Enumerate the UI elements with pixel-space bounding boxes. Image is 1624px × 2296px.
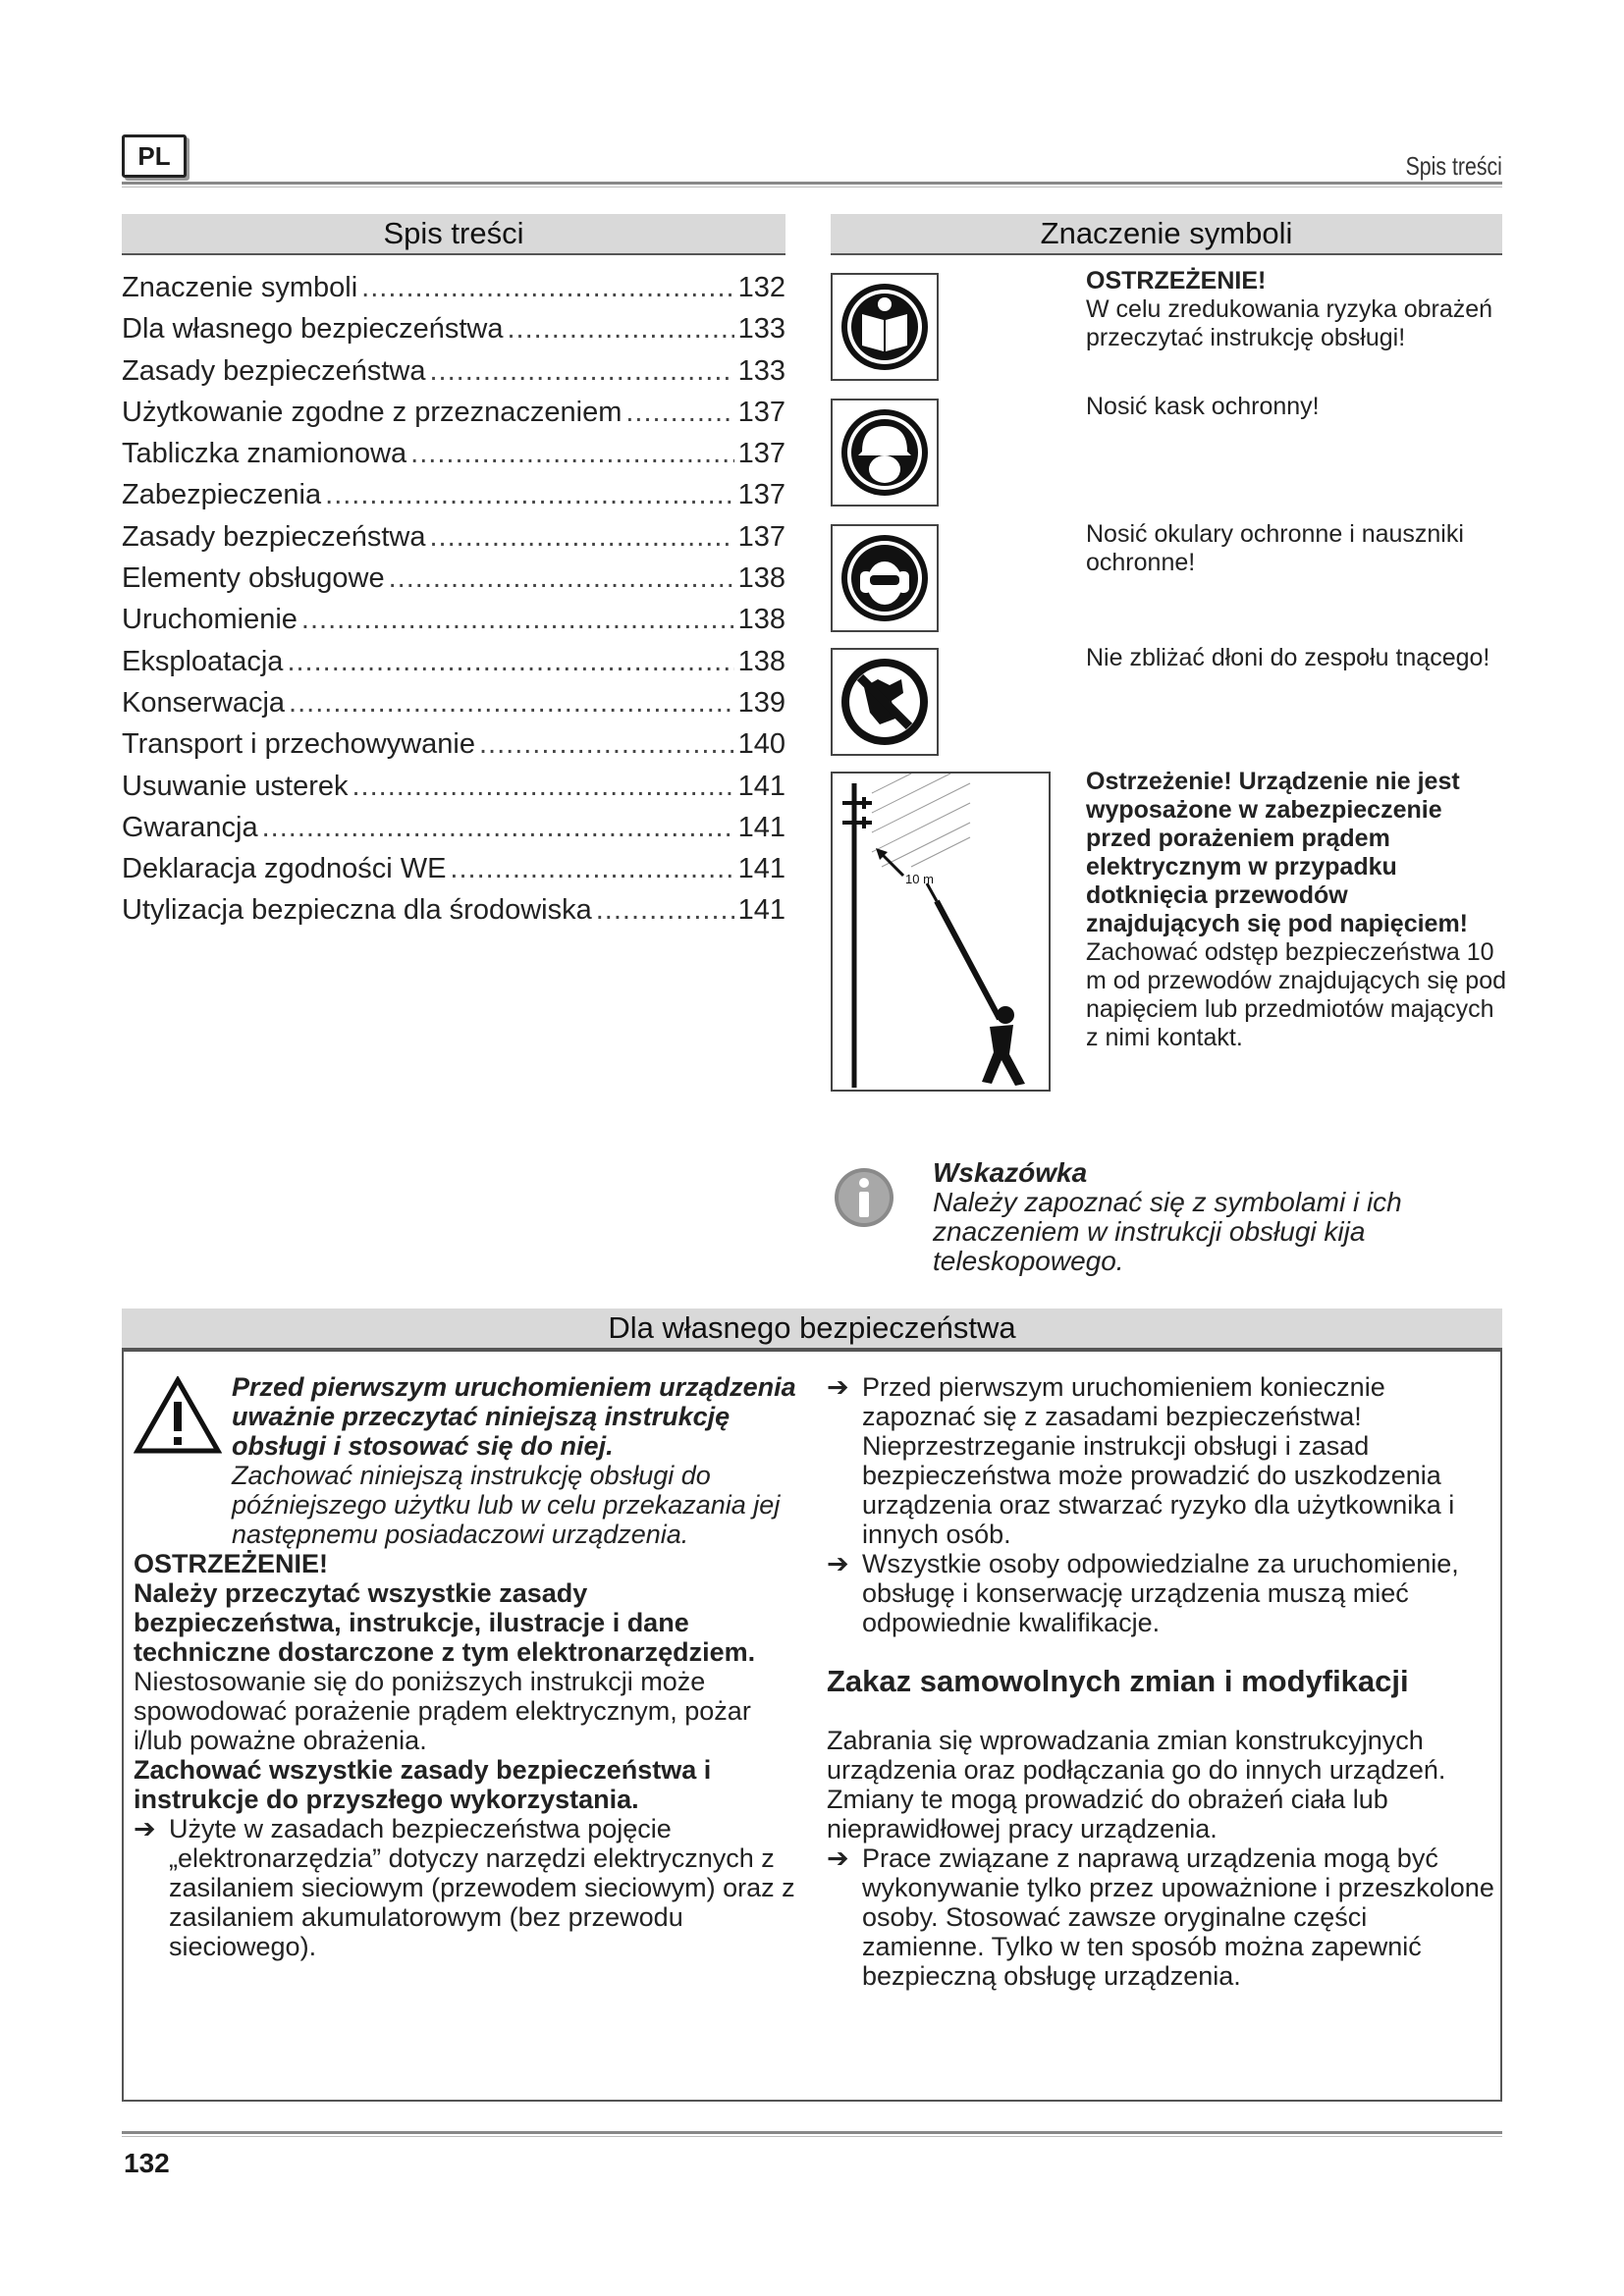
info-icon bbox=[833, 1166, 895, 1229]
note-block bbox=[933, 1158, 1483, 1276]
toc-entry bbox=[122, 516, 785, 558]
symbol-3-text: Nosić okulary ochronne i nauszniki ochronne! bbox=[1086, 520, 1464, 576]
toc-entry-label: Zasady bezpieczeństwa bbox=[122, 520, 426, 553]
toc-entry-label: Usuwanie usterek bbox=[122, 770, 349, 802]
toc-entry bbox=[122, 807, 785, 848]
warning-read-manual: Przed pierwszym uruchomieniem urządzenia uważnie przeczytać niniejszą instrukcję obsługi i stosować się do niej. bbox=[232, 1372, 796, 1461]
toc-entry-label: Eksploatacja bbox=[122, 645, 284, 677]
toc-leader-dots bbox=[450, 848, 733, 889]
keep-rules: Zachować wszystkie zasady bezpieczeństwa i instrukcje do przyszłego wykorzystania. bbox=[134, 1755, 712, 1814]
toc-entry-label: Utylizacja bezpieczna dla środowiska bbox=[122, 894, 592, 927]
footer-rule bbox=[122, 2131, 1502, 2134]
helmet-icon bbox=[831, 399, 939, 507]
toc-leader-dots bbox=[410, 433, 733, 474]
ostrzezenie-label: OSTRZEŻENIE! bbox=[134, 1549, 329, 1578]
toc-leader-dots bbox=[596, 889, 734, 931]
toc-entry bbox=[122, 599, 785, 640]
read-all-rules: Należy przeczytać wszystkie zasady bezpieczeństwa, instrukcje, ilustracje i dane techniczne dostarczone z tym elektronarzędziem. bbox=[134, 1578, 756, 1667]
note-title: Wskazówka bbox=[933, 1157, 1088, 1188]
read-before-start: Przed pierwszym uruchomieniem koniecznie zapoznać się z zasadami bezpieczeństwa! Nieprzestrzeganie instrukcji obsługi i zasad bezpieczeństwa może prowadzić do uszkodzenia urządzenia oraz stwarzać ryzyko dla użytkownika i innych osób. bbox=[862, 1372, 1455, 1549]
list-item bbox=[827, 1372, 1494, 1549]
safety-left-column bbox=[134, 1372, 801, 1961]
page-number: 132 bbox=[124, 2148, 170, 2178]
list-item bbox=[827, 1549, 1494, 1637]
toc-entry bbox=[122, 766, 785, 807]
toc-entry-label: Dla własnego bezpieczeństwa bbox=[122, 313, 504, 346]
toc-entry bbox=[122, 889, 785, 931]
noncompliance-text: Niestosowanie się do poniższych instrukcji może spowodować porażenie prądem elektrycznym, pożar i/lub poważne obrażenia. bbox=[134, 1667, 751, 1755]
toc-entry bbox=[122, 558, 785, 599]
toc-leader-dots bbox=[262, 807, 734, 848]
arrow-icon: ➔ bbox=[827, 1549, 849, 1578]
safety-right-column bbox=[827, 1372, 1494, 1991]
toc-entry bbox=[122, 682, 785, 723]
arrow-icon: ➔ bbox=[827, 1372, 849, 1402]
toc-entry bbox=[122, 392, 785, 433]
toc-entry bbox=[122, 474, 785, 515]
arrow-icon: ➔ bbox=[134, 1814, 156, 1843]
toc-leader-dots bbox=[389, 558, 734, 599]
symbol-1-text bbox=[1086, 267, 1498, 352]
toc-entry bbox=[122, 267, 785, 308]
power-tool-definition: Użyte w zasadach bezpieczeństwa pojęcie „elektronarzędzia” dotyczy narzędzi elektrycznych z zasilaniem sieciowym (przewodem sieciowym) oraz z zasilaniem akumulatorowym (bez przewodu sieciowego). bbox=[169, 1814, 795, 1961]
read-manual-icon bbox=[831, 273, 939, 381]
toc-entry bbox=[122, 723, 785, 765]
toc-leader-dots bbox=[479, 723, 734, 765]
toc-leader-dots bbox=[430, 350, 734, 392]
toc-entry-label: Elementy obsługowe bbox=[122, 562, 385, 595]
toc-entry-page: 133 bbox=[737, 354, 785, 387]
toc-leader-dots bbox=[289, 682, 734, 723]
list-item bbox=[134, 1814, 801, 1961]
toc-entry-page: 141 bbox=[737, 894, 785, 927]
toc-entry-label: Tabliczka znamionowa bbox=[122, 438, 407, 470]
toc-leader-dots bbox=[352, 766, 734, 807]
toc-entry-page: 133 bbox=[737, 313, 785, 346]
arrow-icon: ➔ bbox=[827, 1843, 849, 1873]
symbol-2-text: Nosić kask ochronny! bbox=[1086, 393, 1320, 420]
qualified-persons: Wszystkie osoby odpowiedzialne za uruchomienie, obsługę i konserwację urządzenia muszą mieć odpowiednie kwalifikacje. bbox=[862, 1549, 1459, 1637]
safety-title: Dla własnego bezpieczeństwa bbox=[122, 1308, 1502, 1350]
toc-title: Spis treści bbox=[122, 214, 785, 255]
toc-entry bbox=[122, 848, 785, 889]
toc-entry-page: 141 bbox=[737, 811, 785, 843]
toc-leader-dots bbox=[287, 641, 733, 682]
distance-label: 10 m bbox=[905, 872, 934, 886]
table-of-contents bbox=[122, 267, 785, 932]
header-rule bbox=[122, 182, 1502, 185]
toc-entry-label: Użytkowanie zgodne z przeznaczeniem bbox=[122, 396, 623, 428]
goggles-earmuffs-icon bbox=[831, 524, 939, 632]
toc-entry-page: 138 bbox=[737, 604, 785, 636]
header-section-label: Spis treści bbox=[1405, 151, 1502, 181]
toc-entry-label: Zabezpieczenia bbox=[122, 479, 322, 511]
toc-leader-dots bbox=[361, 267, 733, 308]
symbol-1-title: OSTRZEŻENIE! bbox=[1086, 267, 1267, 294]
toc-leader-dots bbox=[430, 516, 734, 558]
toc-leader-dots bbox=[325, 474, 733, 515]
language-badge: PL bbox=[122, 134, 187, 178]
symbols-title: Znaczenie symboli bbox=[831, 214, 1502, 255]
power-line-warning: Ostrzeżenie! Urządzenie nie jest wyposażone w zabezpieczenie przed porażeniem prądem elektrycznym w przypadku dotknięcia przewodów znajdujących się pod napięciem! bbox=[1086, 768, 1469, 937]
repairs-text: Prace związane z naprawą urządzenia mogą być wykonywanie tylko przez upoważnione i przeszkolone osoby. Stosować zawsze oryginalne części zamienne. Tylko w ten sposób można zapewnić bezpieczną obsługę urządzenia. bbox=[862, 1843, 1494, 1991]
toc-entry bbox=[122, 433, 785, 474]
toc-entry-label: Transport i przechowywanie bbox=[122, 728, 475, 761]
toc-entry-label: Konserwacja bbox=[122, 686, 286, 719]
toc-entry-page: 140 bbox=[737, 728, 785, 761]
toc-entry bbox=[122, 350, 785, 392]
toc-entry-page: 141 bbox=[737, 853, 785, 885]
list-item bbox=[827, 1843, 1494, 1991]
symbol-5-text bbox=[1086, 768, 1508, 1052]
symbol-4-text: Nie zbliżać dłoni do zespołu tnącego! bbox=[1086, 644, 1490, 671]
modification-text: Zabrania się wprowadzania zmian konstrukcyjnych urządzenia oraz podłączania go do innych urządzeń. Zmiany te mogą prowadzić do obrażeń ciała lub nieprawidłowej pracy urządzenia. bbox=[827, 1726, 1446, 1843]
toc-entry-page: 141 bbox=[737, 770, 785, 802]
symbol-1-desc: W celu zredukowania ryzyka obrażeń przeczytać instrukcję obsługi! bbox=[1086, 295, 1493, 351]
toc-leader-dots bbox=[508, 308, 734, 349]
toc-entry-page: 137 bbox=[737, 479, 785, 511]
toc-entry bbox=[122, 641, 785, 682]
toc-entry-label: Uruchomienie bbox=[122, 604, 298, 636]
warning-keep-manual: Zachować niniejszą instrukcję obsługi do późniejszego użytku lub w celu przekazania jej następnemu posiadaczowi urządzenia. bbox=[232, 1461, 781, 1549]
toc-leader-dots bbox=[301, 599, 734, 640]
toc-entry-page: 139 bbox=[737, 686, 785, 719]
toc-entry-label: Znaczenie symboli bbox=[122, 272, 358, 303]
toc-entry-page: 137 bbox=[737, 438, 785, 470]
toc-entry-label: Gwarancja bbox=[122, 811, 258, 843]
toc-entry-label: Deklaracja zgodności WE bbox=[122, 853, 447, 885]
no-hands-icon bbox=[831, 648, 939, 756]
toc-entry bbox=[122, 308, 785, 349]
power-line-distance-text: Zachować odstęp bezpieczeństwa 10 m od przewodów znajdujących się pod napięciem lub przedmiotów mających z nimi kontakt. bbox=[1086, 938, 1507, 1051]
power-line-distance-illustration bbox=[831, 772, 1051, 1092]
toc-leader-dots bbox=[625, 392, 733, 433]
toc-entry-page: 138 bbox=[737, 645, 785, 677]
toc-entry-label: Zasady bezpieczeństwa bbox=[122, 354, 426, 387]
footer-rule-thin bbox=[122, 2136, 1502, 2137]
note-text: Należy zapoznać się z symbolami i ich znaczeniem w instrukcji obsługi kija teleskopowego. bbox=[933, 1187, 1402, 1276]
modification-heading: Zakaz samowolnych zmian i modyfikacji bbox=[827, 1664, 1409, 1698]
toc-entry-page: 138 bbox=[737, 562, 785, 595]
toc-entry-page: 132 bbox=[737, 272, 785, 303]
toc-entry-page: 137 bbox=[737, 396, 785, 428]
toc-entry-page: 137 bbox=[737, 520, 785, 553]
